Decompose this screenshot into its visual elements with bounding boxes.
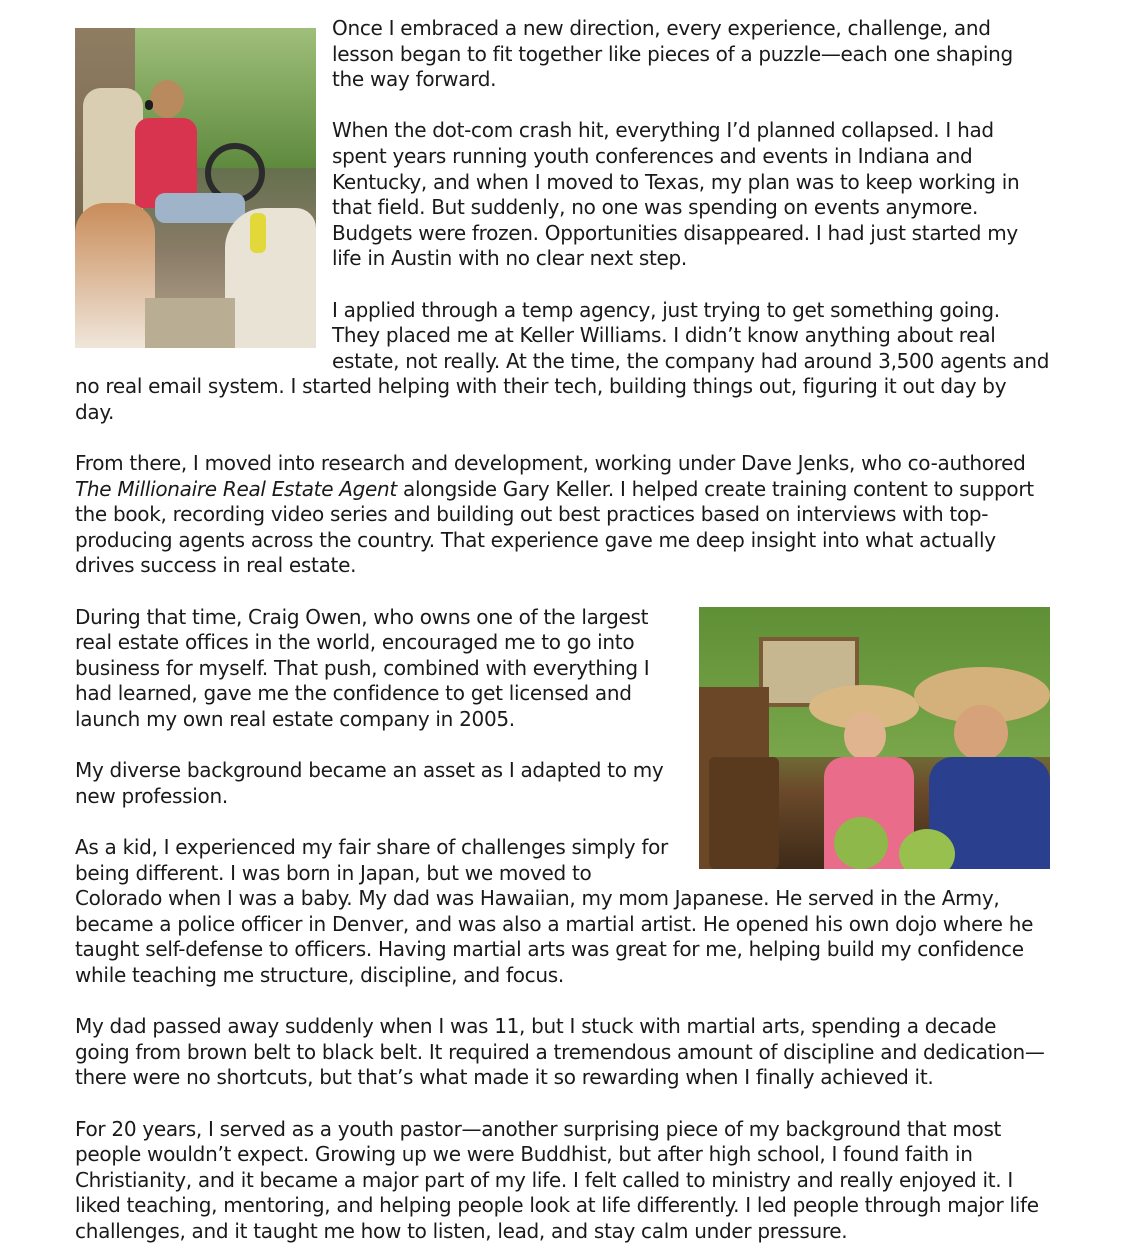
man-jeans xyxy=(155,193,245,223)
article-body xyxy=(75,16,1050,1245)
floor-mat xyxy=(145,298,235,348)
paragraph-3: I applied through a temp agency, just trying to get something going. They placed me at Keller Williams. I didn’t know anything about real estate, not really. At the time, the company had around 3,500 agents and no real email system. I started helping with their tech, building things out, figuring it out day by day. xyxy=(75,297,1050,424)
paragraph-4 xyxy=(75,451,1050,579)
wooden-chair xyxy=(709,757,779,869)
yellow-collar xyxy=(250,213,266,253)
photo-couple-with-coconuts xyxy=(699,607,1050,869)
paragraph-4-text-b: alongside Gary Keller. I helped create training content to support the book, recording video series and building out best practices based on interviews with top-producing agents across the country. That experience gave me deep insight into what actually drives success in real estate. xyxy=(75,476,1034,578)
book-title: The Millionaire Real Estate Agent xyxy=(75,476,397,501)
man-hair xyxy=(145,100,153,110)
paragraph-7: As a kid, I experienced my fair share of challenges simply for being different. I was born in Japan, but we moved to Colorado when I was a baby. My dad was Hawaiian, my mom Japanese. He served in the Army, became a police officer in Denver, and was also a martial artist. He opened his own dojo where he taught self-defense to officers. Having martial arts was great for me, helping build my confidence while teaching me structure, discipline, and focus. xyxy=(75,835,1034,987)
photo-man-with-dogs-in-rv xyxy=(75,28,316,348)
husky-dog xyxy=(75,203,155,348)
woman-face xyxy=(844,712,886,760)
paragraph-2: When the dot-com crash hit, everything I’d planned collapsed. I had spent years running youth conferences and events in Indiana and Kentucky, and when I moved to Texas, my plan was to keep working in that field. But suddenly, no one was spending on events anymore. Budgets were frozen. Opportunities disappeared. I had just started my life in Austin with no clear next step. xyxy=(332,118,1020,271)
man-head xyxy=(150,80,184,118)
paragraph-5: During that time, Craig Owen, who owns one of the largest real estate offices in the world, encouraged me to go into business for myself. That push, combined with everything I had learned, gave me the confidence to get licensed and launch my own real estate company in 2005. xyxy=(75,604,650,732)
paragraph-1: Once I embraced a new direction, every experience, challenge, and lesson began to fit together like pieces of a puzzle—each one shaping the way forward. xyxy=(332,16,1013,92)
man-face xyxy=(954,705,1008,761)
paragraph-6: My diverse background became an asset as I adapted to my new profession. xyxy=(75,758,664,808)
coconut-left xyxy=(834,817,888,869)
paragraph-8: My dad passed away suddenly when I was 11, but I stuck with martial arts, spending a decade going from brown belt to black belt. It required a tremendous amount of discipline and dedication—there were no shortcuts, but that’s what made it so rewarding when I finally achieved it. xyxy=(75,1014,1045,1090)
white-dog xyxy=(225,208,316,348)
paragraph-9: For 20 years, I served as a youth pastor—another surprising piece of my background that most people wouldn’t expect. Growing up we were Buddhist, but after high school, I found faith in Christianity, and it became a major part of my life. I felt called to ministry and really enjoyed it. I liked teaching, mentoring, and helping people look at life differently. I led people through major life challenges, and it taught me how to listen, lead, and stay calm under pressure. xyxy=(75,1116,1039,1243)
paragraph-4-text-a: From there, I moved into research and development, working under Dave Jenks, who co-authored xyxy=(75,451,1026,476)
